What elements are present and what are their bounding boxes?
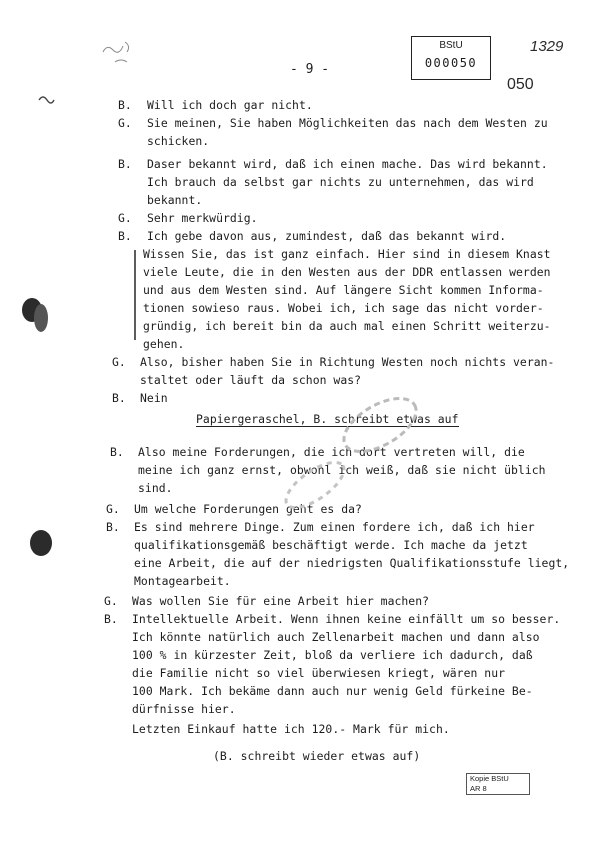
handwritten-page-number: 050 [507,76,534,93]
hole-punch-mark [30,530,52,556]
stamp-institution: BStU [439,40,463,51]
transcript-line: dürfnisse hier. [132,702,236,716]
transcript-line: die Familie nicht so viel überwiesen kriegt, wären nur [132,666,506,680]
stamp-number: 000050 [424,56,478,70]
transcript-line: gehen. [143,337,185,351]
transcript-line: Letzten Einkauf hatte ich 120.- Mark für mich. [132,722,450,736]
handwritten-folio: 1329 [530,38,564,55]
speaker-label: G. [106,502,120,516]
transcript-line: Nein [140,391,168,405]
copy-stamp-line: Kopie BStU [470,774,509,783]
speaker-label: B. [110,445,124,459]
speaker-label: G. [104,594,118,608]
transcript-line: und aus dem Westen sind. Auf längere Sicht kommen Informa- [143,283,544,297]
speaker-label: G. [112,355,126,369]
copy-stamp [466,773,530,795]
speaker-label: B. [118,229,132,243]
speaker-label: B. [106,520,120,534]
transcript-line: qualifikationsgemäß beschäftigt werde. Ich mache da jetzt [134,538,528,552]
speaker-label: G. [118,211,132,225]
page-number: - 9 - [290,62,330,77]
transcript-line: Also meine Forderungen, die ich dort vertreten will, die [138,445,525,459]
transcript-line: Will ich doch gar nicht. [147,98,313,112]
speaker-label: G. [118,116,132,130]
transcript-line: bekannt. [147,193,203,207]
transcript-line: 100 Mark. Ich bekäme dann auch nur wenig Geld fürkeine Be- [132,684,533,698]
margin-bracket [131,250,139,342]
transcript-line: Ich gebe davon aus, zumindest, daß das bekannt wird. [147,229,507,243]
transcript-line: gründig, ich bereit bin da auch mal einen Schritt weiterzu- [143,319,551,333]
stage-direction: Papiergeraschel, B. schreibt etwas auf [196,412,459,426]
transcript-line: Um welche Forderungen geht es da? [134,502,362,516]
archive-stamp [411,36,491,80]
transcript-line: tionen sowieso raus. Wobei ich, ich sage das nicht vorder- [143,301,544,315]
transcript-line: 100 % in kürzester Zeit, bloß da verliere ich dadurch, daß [132,648,533,662]
transcript-line: Sehr merkwürdig. [147,211,258,225]
transcript-line: staltet oder läuft da schon was? [140,373,362,387]
hole-punch-mark [34,304,48,332]
transcript-line: sind. [138,481,173,495]
copy-stamp-line: AR 8 [470,784,487,793]
stage-direction: (B. schreibt wieder etwas auf) [213,749,421,763]
speaker-label: B. [118,157,132,171]
speaker-label: B. [118,98,132,112]
transcript-line: Es sind mehrere Dinge. Zum einen fordere ich, daß ich hier [134,520,535,534]
transcript-line: viele Leute, die in den Westen aus der DDR entlassen werden [143,265,551,279]
transcript-line: Intellektuelle Arbeit. Wenn ihnen keine einfällt um so besser. [132,612,561,626]
scribble-mark [95,32,155,72]
faded-stamp-mark [270,390,440,520]
transcript-line: Montagearbeit. [134,574,231,588]
transcript-line: Sie meinen, Sie haben Möglichkeiten das nach dem Westen zu [147,116,548,130]
transcript-line: Also, bisher haben Sie in Richtung Westen noch nichts veran- [140,355,555,369]
transcript-line: Ich brauch da selbst gar nichts zu unternehmen, das wird [147,175,534,189]
transcript-line: Daser bekannt wird, daß ich einen mache. Das wird bekannt. [147,157,548,171]
transcript-line: eine Arbeit, die auf der niedrigsten Qualifikationsstufe liegt, [134,556,570,570]
punch-mark-top [36,92,56,108]
transcript-line: Ich könnte natürlich auch Zellenarbeit machen und dann also [132,630,540,644]
transcript-line: schicken. [147,134,210,148]
transcript-line: Was wollen Sie für eine Arbeit hier machen? [132,594,430,608]
transcript-line: Wissen Sie, das ist ganz einfach. Hier sind in diesem Knast [143,247,551,261]
transcript-line: meine ich ganz ernst, obwohl ich weiß, daß sie nicht üblich [138,463,546,477]
speaker-label: B. [112,391,126,405]
speaker-label: B. [104,612,118,626]
